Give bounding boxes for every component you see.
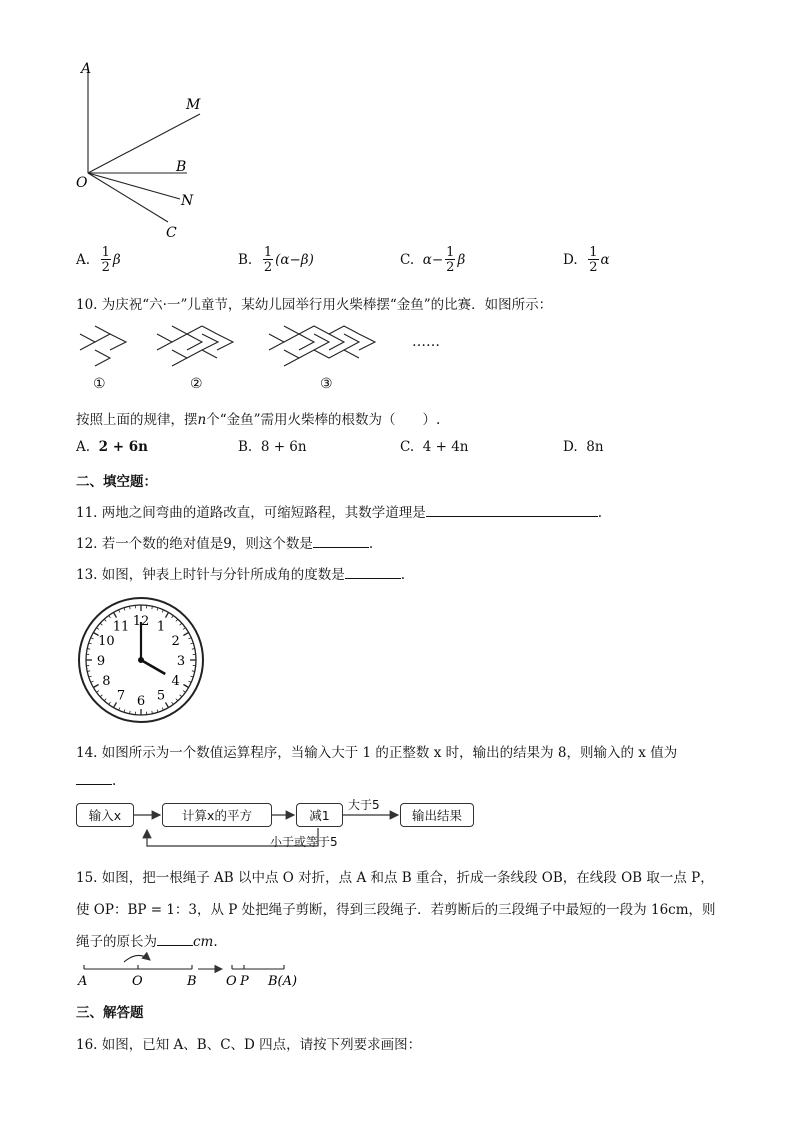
label-b: B: [176, 159, 187, 175]
rope-label-p: P: [240, 974, 249, 989]
label-n: N: [181, 193, 194, 209]
q15-line1: 15. 如图，把一根绳子 AB 以中点 O 对折，点 A 和点 B 重合，折成一条线段 OB，在线段 OB 取一点 P，: [76, 870, 714, 886]
q10-option-c[interactable]: C. 4 + 4n: [400, 439, 469, 455]
rope-label-a: A: [78, 974, 88, 989]
label-o: O: [76, 175, 88, 191]
clock-number: 11: [112, 619, 130, 635]
q12-line: 12. 若一个数的绝对值是9，则这个数是 .: [76, 536, 374, 552]
q10-option-b[interactable]: B. 8 + 6n: [238, 439, 307, 455]
rope-label-o: O: [132, 974, 143, 989]
q15-answer-blank[interactable]: [157, 944, 193, 946]
q15-line2: 使 OP：BP = 1：3，从 P 处把绳子剪断，得到三段绳子．若剪断后的三段绳子中最短的一段为 16cm，则: [76, 902, 716, 918]
clock-number: 7: [116, 688, 126, 704]
rope-label-b: B: [187, 974, 197, 989]
clock-number: 1: [156, 619, 166, 635]
q13-answer-blank[interactable]: [345, 577, 401, 579]
clock-number: 9: [96, 654, 106, 669]
label-c: C: [166, 225, 177, 241]
q10-ellipsis: ……: [412, 334, 440, 350]
q13-clock: [76, 598, 206, 722]
q14-answer-line: .: [76, 773, 116, 789]
clock-number: 4: [171, 674, 180, 689]
flow-output-box: 输出结果: [400, 803, 474, 827]
clock-number: 5: [156, 688, 166, 704]
label-a: A: [81, 61, 92, 77]
q12-answer-blank[interactable]: [313, 546, 369, 548]
rope-label-ba: B(A): [268, 974, 298, 989]
fraction: $\frac{1}{2}$: [263, 245, 273, 275]
q14-text: 14. 如图所示为一个数值运算程序，当输入大于 1 的正整数 x 时，输出的结果为 8，则输入的 x 值为: [76, 745, 678, 761]
q10-option-d[interactable]: D. 8n: [563, 439, 604, 455]
clock-number: 2: [171, 634, 180, 649]
flow-gt-label: 大于5: [348, 798, 380, 812]
flow-le-label: 小于或等于5: [270, 835, 338, 849]
q11-answer-blank[interactable]: [426, 515, 598, 517]
q10-fig-label-3: ③: [320, 376, 333, 392]
q10-text: 10. 为庆祝“六·一”儿童节，某幼儿园举行用火柴棒摆“金鱼”的比赛．如图所示：: [76, 297, 553, 313]
flow-minus-box: 减1: [296, 803, 343, 827]
q9-option-b[interactable]: B. $\frac{1}{2}$ (α−β): [238, 245, 314, 275]
clock-number: 8: [102, 674, 111, 689]
q10-question: 按照上面的规律，摆n个“金鱼”需用火柴棒的根数为（ ）.: [76, 412, 441, 428]
ray-om: [88, 114, 200, 173]
fraction: $\frac{1}{2}$: [589, 245, 598, 275]
clock-number: 10: [98, 634, 115, 649]
q10-fig-label-2: ②: [190, 376, 203, 392]
q14-answer-blank[interactable]: [76, 783, 112, 785]
q15-line3: 绳子的原长为 cm.: [76, 934, 218, 950]
q13-line: 13. 如图，钟表上时针与分针所成角的度数是 .: [76, 567, 406, 583]
clock-center: [138, 657, 144, 663]
flow-input-box: 输入x: [76, 803, 134, 827]
q11-line: 11. 两地之间弯曲的道路改直，可缩短路程，其数学道理是 .: [76, 505, 603, 521]
q9-option-c[interactable]: C. α− $\frac{1}{2}$ β: [400, 245, 466, 275]
clock-number: 3: [176, 654, 186, 669]
q16-text: 16. 如图，已知 A、B、C、D 四点，请按下列要求画图：: [76, 1037, 422, 1053]
section-fill-in-heading: 二、填空题：: [76, 474, 157, 490]
flow-square-box: 计算x的平方: [162, 803, 272, 827]
q10-option-a[interactable]: A. 2 + 6n: [76, 439, 148, 455]
section-solve-heading: 三、解答题: [76, 1005, 144, 1021]
label-m: M: [186, 97, 201, 113]
clock-number: 12: [132, 614, 150, 629]
fraction: $\frac{1}{2}$: [446, 245, 455, 275]
q10-fig-label-1: ①: [93, 376, 106, 392]
q9-option-d[interactable]: D. $\frac{1}{2}$ α: [563, 245, 610, 275]
rope-label-o2: O: [226, 974, 237, 989]
ray-on: [88, 173, 180, 199]
q9-option-a[interactable]: A. $\frac{1}{2}$ β: [76, 245, 121, 275]
clock-number: 6: [136, 694, 146, 709]
ray-oc: [88, 173, 168, 222]
fraction: $\frac{1}{2}$: [101, 245, 110, 275]
